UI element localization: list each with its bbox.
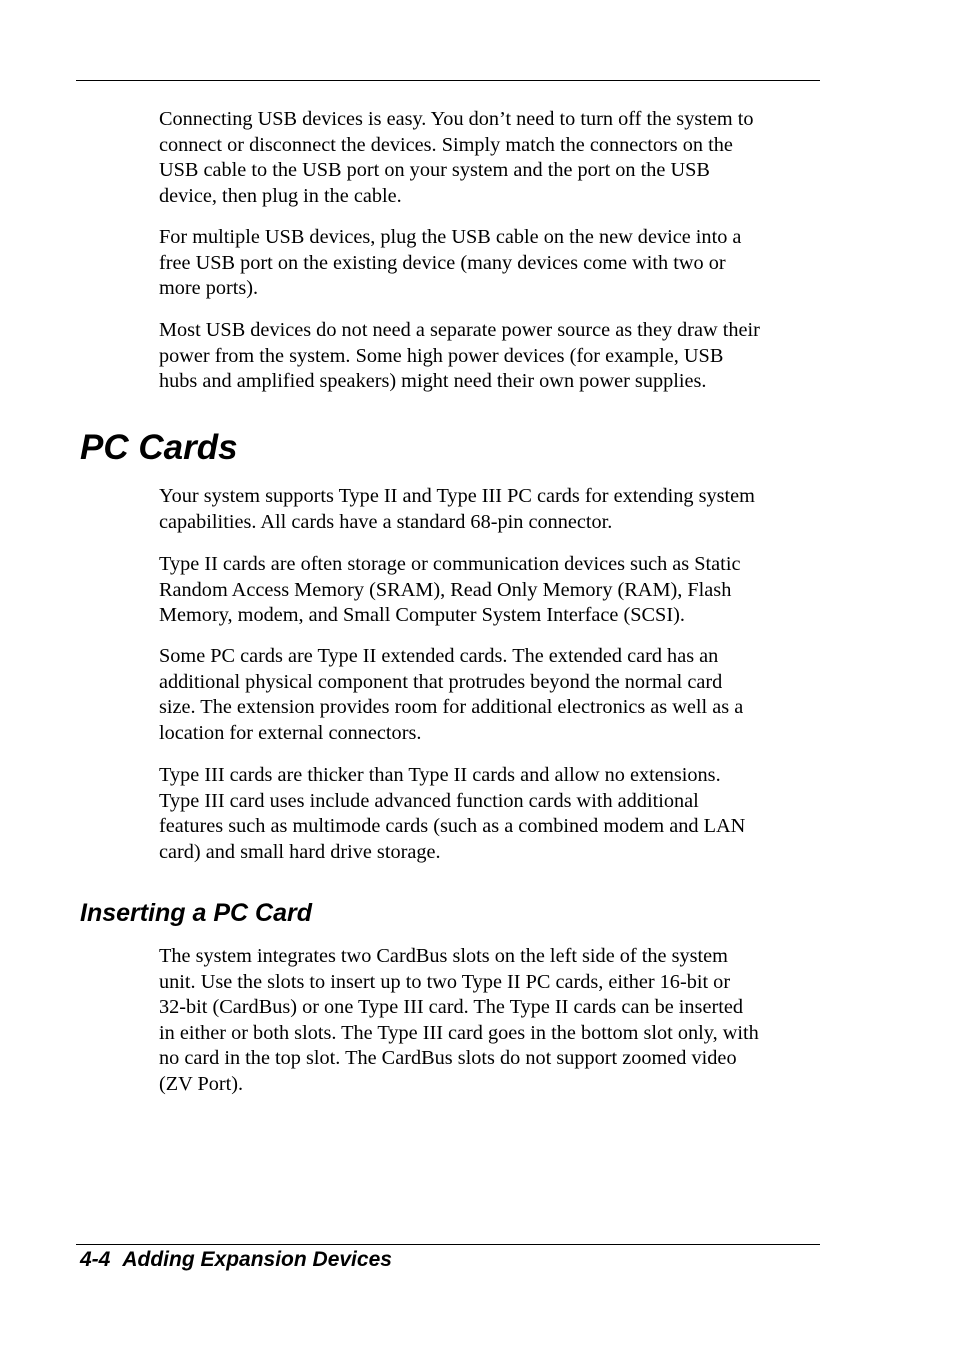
section-paragraph: Type II cards are often storage or communication devices such as Static Random Access Memory (SRAM), Read Only Memory (RAM), Flash Memory, modem, and Small Computer System Interface (SCSI). [159, 553, 741, 626]
section-paragraph: Your system supports Type II and Type III PC cards for extending system capabilities. All cards have a standard 68-pin connector. [159, 485, 755, 533]
intro-paragraph: For multiple USB devices, plug the USB cable on the new device into a free USB port on the existing device (many devices come with two or more ports). [159, 226, 742, 299]
section-heading: PC Cards [80, 428, 238, 467]
section-paragraph: Type III cards are thicker than Type II cards and allow no extensions. Type III card uses include advanced function cards with additional features such as multimode cards (such as a combined modem and LAN card) and small hard drive storage. [159, 764, 746, 863]
footer-rule [76, 1244, 820, 1245]
chapter-title: Adding Expansion Devices [122, 1248, 392, 1271]
section-paragraph: Some PC cards are Type II extended cards. The extended card has an additional physical component that protrudes beyond the normal card size. The extension provides room for additional electronics as well as a location for external connectors. [159, 645, 744, 744]
page-footer [80, 1247, 392, 1273]
intro-paragraph: Most USB devices do not need a separate power source as they draw their power from the system. Some high power devices (for example, USB hubs and amplified speakers) might need their own power supplies. [159, 319, 760, 392]
subsection-heading: Inserting a PC Card [80, 899, 312, 927]
page-number: 4-4 [80, 1248, 111, 1271]
header-rule [76, 80, 820, 81]
subsection-paragraph: The system integrates two CardBus slots on the left side of the system unit. Use the slots to insert up to two Type II PC cards, either 16-bit or 32-bit (CardBus) or one Type III card. The Type II cards can be inserted in either or both slots. The Type III card goes in the bottom slot only, with no card in the top slot. The CardBus slots do not support zoomed video (ZV Port). [159, 945, 759, 1095]
intro-paragraph: Connecting USB devices is easy. You don’t need to turn off the system to connect or disconnect the devices. Simply match the connectors on the USB cable to the USB port on your system and the port on the USB device, then plug in the cable. [159, 108, 754, 207]
